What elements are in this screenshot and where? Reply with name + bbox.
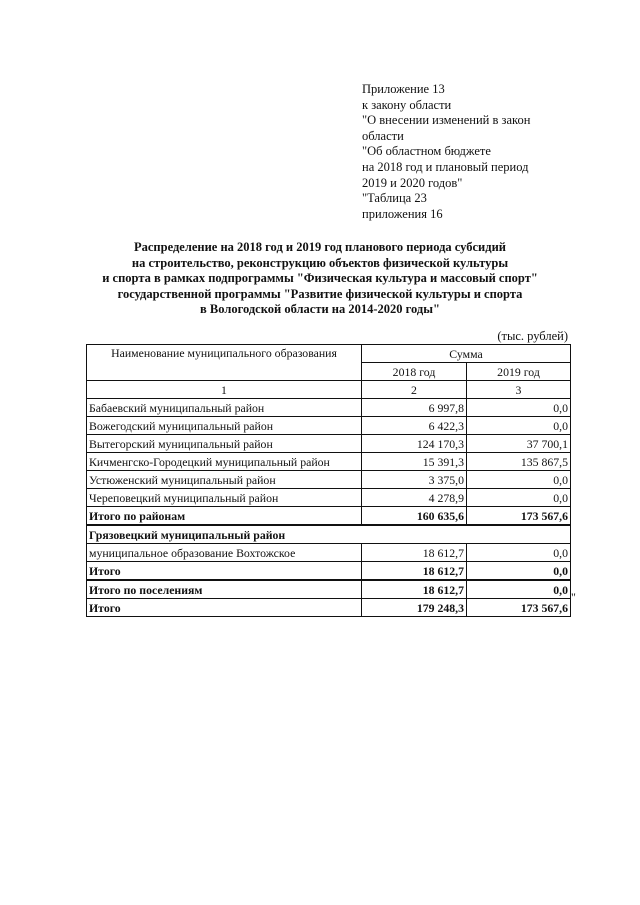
title-line: государственной программы "Развитие физической культуры и спорта	[117, 286, 523, 301]
header-2018: 2018 год	[362, 363, 467, 381]
title-line: Распределение на 2018 год и 2019 год планового периода субсидий	[134, 240, 506, 254]
appendix-line: к закону области	[362, 97, 452, 112]
row-2018: 18 612,7	[362, 580, 467, 599]
appendix-block	[362, 82, 632, 222]
table-row	[87, 399, 571, 417]
total-districts-row	[87, 507, 571, 526]
row-2018: 160 635,6	[362, 507, 467, 526]
header-row	[87, 345, 571, 363]
row-2019: 135 867,5	[467, 453, 571, 471]
appendix-line: "Об областном бюджете	[362, 144, 491, 159]
title-line: и спорта в рамках подпрограммы "Физическая культура и массовый спорт"	[102, 271, 538, 286]
row-2018: 15 391,3	[362, 453, 467, 471]
subtotal-row	[87, 562, 571, 581]
section-name: Грязовецкий муниципальный район	[87, 525, 571, 544]
row-2018: 6 997,8	[362, 399, 467, 417]
row-name: Череповецкий муниципальный район	[87, 489, 362, 507]
total-settlements-row	[87, 580, 571, 599]
table-row	[87, 453, 571, 471]
header-2019: 2019 год	[467, 363, 571, 381]
row-2018: 18 612,7	[362, 562, 467, 581]
row-name: Кичменгско-Городецкий муниципальный район	[87, 453, 362, 471]
col-num: 3	[467, 381, 571, 399]
table-row	[87, 489, 571, 507]
row-2018: 18 612,7	[362, 544, 467, 562]
col-num: 2	[362, 381, 467, 399]
row-2019: 0,0	[467, 399, 571, 417]
header-name: Наименование муниципального образования	[87, 345, 362, 381]
row-name: Итого по поселениям	[87, 580, 362, 599]
appendix-line: "О внесении изменений в закон	[362, 113, 531, 128]
appendix-line: Приложение 13	[362, 82, 445, 96]
subsidy-table	[86, 344, 571, 617]
title-line: на строительство, реконструкцию объектов физической культуры	[131, 255, 509, 270]
row-2018: 4 278,9	[362, 489, 467, 507]
closing-quote: "	[571, 590, 576, 604]
appendix-line: 2019 и 2020 годов"	[362, 175, 463, 190]
col-num: 1	[87, 381, 362, 399]
row-2019: 0,0	[467, 580, 571, 599]
row-2019: 173 567,6	[467, 599, 571, 617]
row-2019: 173 567,6	[467, 507, 571, 526]
units-label: (тыс. рублей)	[497, 329, 568, 343]
row-name: Бабаевский муниципальный район	[87, 399, 362, 417]
title-line: в Вологодской области на 2014-2020 годы"	[200, 302, 440, 317]
row-2018: 3 375,0	[362, 471, 467, 489]
table-row	[87, 544, 571, 562]
section-row	[87, 525, 571, 544]
appendix-line: области	[362, 128, 404, 143]
row-2019: 0,0	[467, 562, 571, 581]
row-name: Итого	[87, 599, 362, 617]
table-row	[87, 417, 571, 435]
row-2019: 0,0	[467, 471, 571, 489]
row-name: Итого по районам	[87, 507, 362, 526]
header-sum: Сумма	[362, 345, 571, 363]
table-row	[87, 471, 571, 489]
column-numbers-row	[87, 381, 571, 399]
row-name: Вожегодский муниципальный район	[87, 417, 362, 435]
row-name: муниципальное образование Вохтожское	[87, 544, 362, 562]
row-2018: 6 422,3	[362, 417, 467, 435]
appendix-line: на 2018 год и плановый период	[362, 159, 529, 174]
row-2019: 0,0	[467, 544, 571, 562]
table-row	[87, 435, 571, 453]
row-name: Итого	[87, 562, 362, 581]
row-name: Вытегорский муниципальный район	[87, 435, 362, 453]
grand-total-row	[87, 599, 571, 617]
row-2018: 179 248,3	[362, 599, 467, 617]
row-2019: 0,0	[467, 417, 571, 435]
appendix-line: "Таблица 23	[362, 191, 427, 206]
row-2019: 0,0	[467, 489, 571, 507]
document-title	[60, 240, 580, 318]
row-2018: 124 170,3	[362, 435, 467, 453]
appendix-line: приложения 16	[362, 206, 443, 221]
row-2019: 37 700,1	[467, 435, 571, 453]
row-name: Устюженский муниципальный район	[87, 471, 362, 489]
